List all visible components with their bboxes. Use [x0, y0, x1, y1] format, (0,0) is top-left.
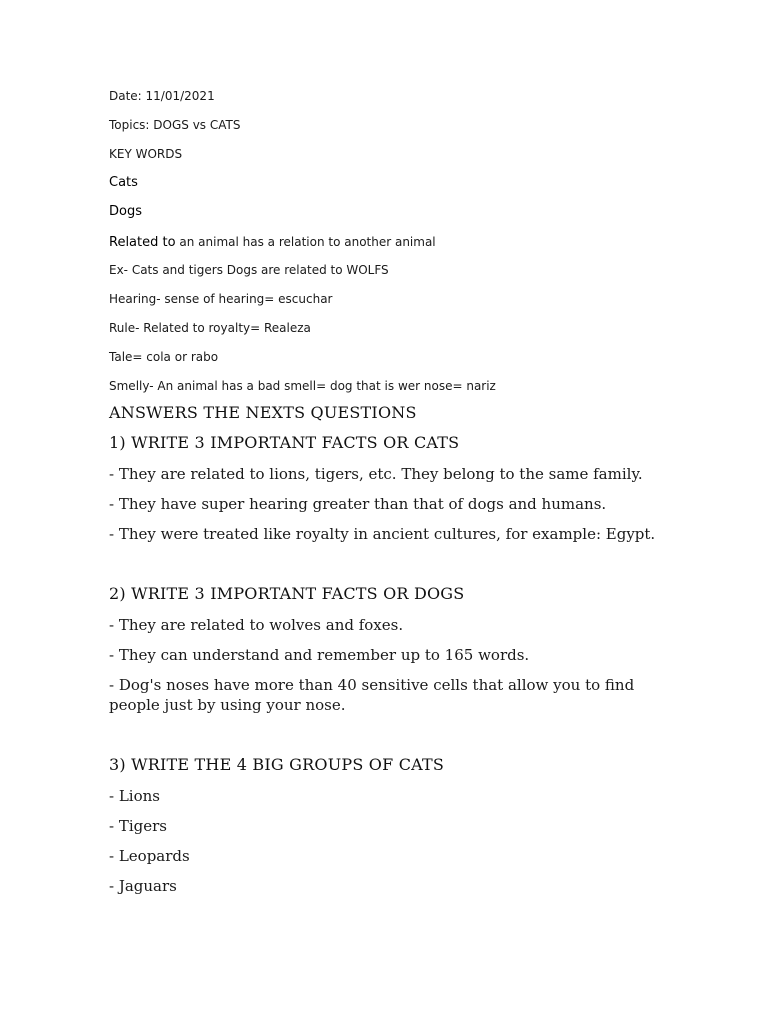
key-words-label: KEY WORDS [109, 147, 183, 161]
question-1-title: 1) WRITE 3 IMPORTANT FACTS OR CATS [109, 433, 460, 452]
hearing-line: Hearing- sense of hearing= escuchar [109, 292, 333, 306]
question-3-title: 3) WRITE THE 4 BIG GROUPS OF CATS [109, 755, 445, 774]
key-word-dogs: Dogs [109, 204, 142, 219]
related-to-term: Related to [109, 235, 176, 250]
question-1-fact-1: - They are related to lions, tigers, etc. They belong to the same family. [109, 465, 643, 483]
example-line: Ex- Cats and tigers Dogs are related to WOLFS [109, 263, 389, 277]
question-3-group-1: - Lions [109, 787, 160, 805]
smelly-line: Smelly- An animal has a bad smell= dog that is wer nose= nariz [109, 379, 496, 393]
question-3-group-3: - Leopards [109, 847, 190, 865]
question-2-fact-2: - They can understand and remember up to 165 words. [109, 646, 530, 664]
question-2-title: 2) WRITE 3 IMPORTANT FACTS OR DOGS [109, 584, 465, 603]
key-word-cats: Cats [109, 175, 138, 190]
date-line: Date: 11/01/2021 [109, 89, 215, 103]
related-to-definition: an animal has a relation to another animal [175, 235, 436, 249]
answers-heading: ANSWERS THE NEXTS QUESTIONS [109, 403, 417, 422]
question-3-group-2: - Tigers [109, 817, 167, 835]
rule-line: Rule- Related to royalty= Realeza [109, 321, 311, 335]
question-2-fact-1: - They are related to wolves and foxes. [109, 616, 404, 634]
tale-line: Tale= cola or rabo [109, 350, 219, 364]
question-2-fact-3: - Dog's noses have more than 40 sensitive cells that allow you to find people just by using your nose. [109, 676, 635, 714]
question-1-fact-2: - They have super hearing greater than that of dogs and humans. [109, 495, 607, 513]
related-to-line [109, 233, 436, 251]
question-1-fact-3: - They were treated like royalty in ancient cultures, for example: Egypt. [109, 525, 656, 543]
topics-line: Topics: DOGS vs CATS [109, 118, 241, 132]
question-3-group-4: - Jaguars [109, 877, 177, 895]
